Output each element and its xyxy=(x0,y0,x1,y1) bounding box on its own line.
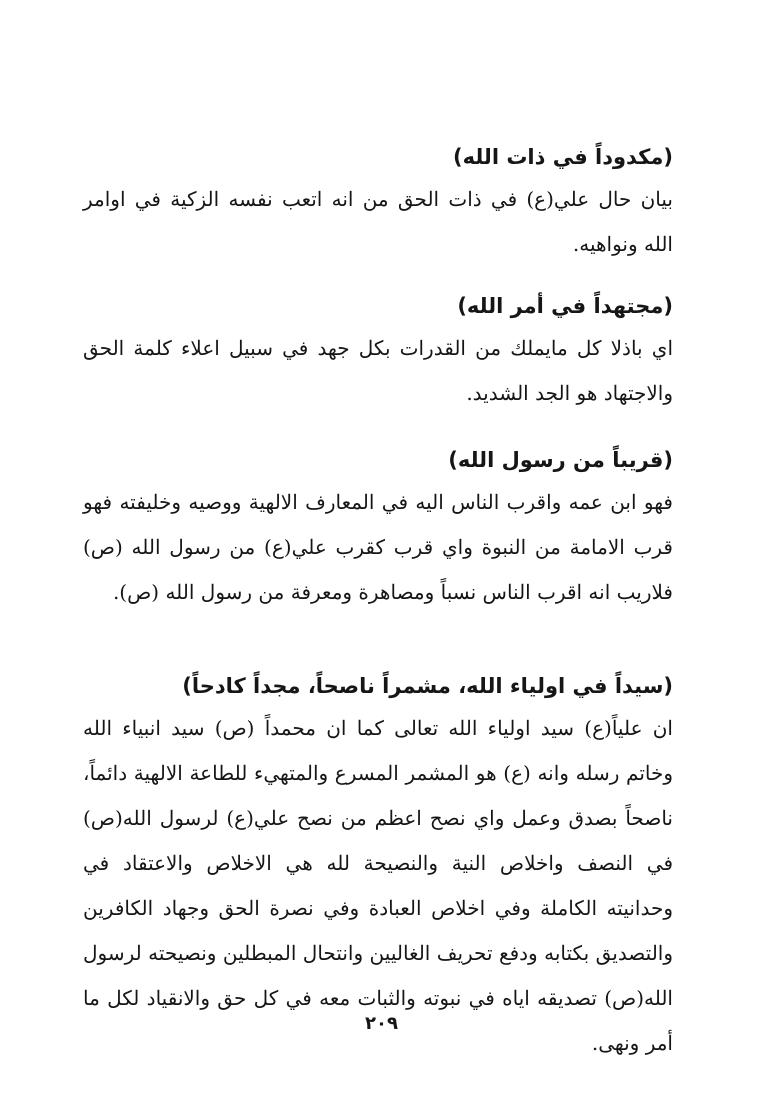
section-qariban xyxy=(83,440,673,615)
section-sayyidan xyxy=(83,666,673,1066)
section-body: بيان حال علي(ع) في ذات الحق من انه اتعب نفسه الزكية في اوامر الله ونواهيه. xyxy=(83,187,673,256)
section-body: فهو ابن عمه واقرب الناس اليه في المعارف الالهية ووصيه وخليفته فهو قرب الامامة من النبوة واي قرب كقرب علي(ع) من رسول الله (ص) فلاريب انه اقرب الناس نسباً ومصاهرة ومعرفة من رسول الله (ص). xyxy=(83,490,673,604)
section-makdudan xyxy=(83,137,673,267)
section-heading: (مكدوداً في ذات الله) xyxy=(453,145,673,169)
section-heading: (مجتهداً في أمر الله) xyxy=(457,294,673,318)
section-body: ان علياً(ع) سيد اولياء الله تعالى كما ان محمداً (ص) سيد انبياء الله وخاتم رسله وانه (ع) هو المشمر المسرع والمتهيء للطاعة الالهية دائماً، ناصحاً بصدق وعمل واي نصح اعظم من نصح علي(ع) لرسول الله(ص) في النصف واخلاص النية والنصيحة لله هي الاخلاص والاعتقاد في وحدانيته الكاملة وفي اخلاص العبادة وفي نصرة الحق وجهاد الكافرين والتصديق بكتابه ودفع تحريف الغاليين وانتحال المبطلين ونصيحته لرسول الله(ص) تصديقه اياه في نبوته والثبات معه في كل حق والانقياد لكل ما أمر ونهى. xyxy=(83,716,673,1055)
section-heading: (سيداً في اولياء الله، مشمراً ناصحاً، مجداً كادحاً) xyxy=(182,674,673,698)
section-mujtahidan xyxy=(83,286,673,416)
section-body: اي باذلا كل مايملك من القدرات بكل جهد في سبيل اعلاء كلمة الحق والاجتهاد هو الجد الشديد. xyxy=(83,336,673,405)
page-number: ٢٠٩ xyxy=(365,1013,398,1034)
section-heading: (قريباً من رسول الله) xyxy=(448,448,673,472)
